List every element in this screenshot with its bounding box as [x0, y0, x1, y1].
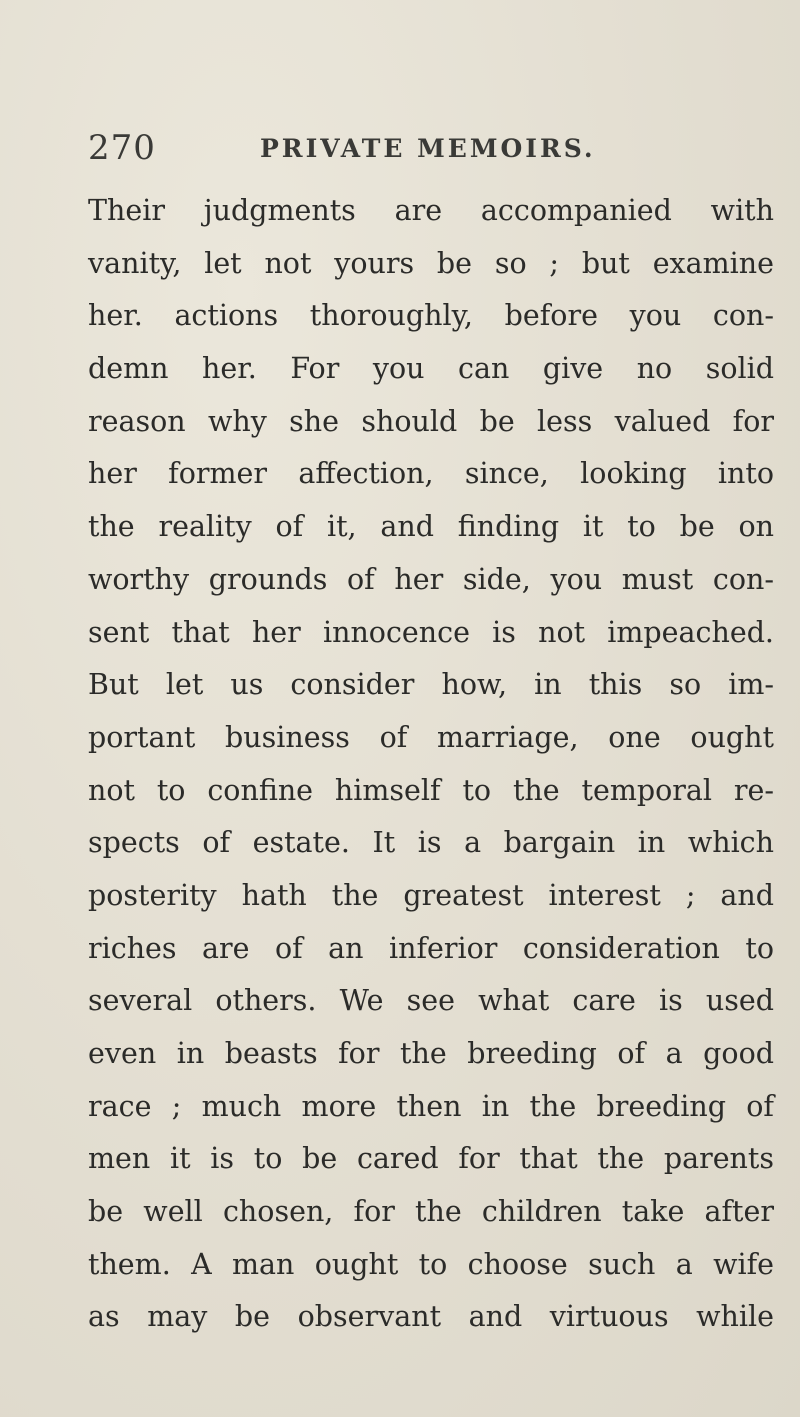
text-line: as may be observant and virtuous while: [88, 1300, 774, 1334]
text-line: riches are of an inferior consideration to: [88, 931, 774, 965]
running-head: [88, 128, 768, 168]
text-line: demn her. For you can give no solid: [88, 352, 774, 386]
text-line: portant business of marriage, one ought: [88, 720, 774, 754]
text-line: reason why she should be less valued for: [88, 404, 774, 438]
body-text: [88, 185, 774, 1344]
text-line: the reality of it, and finding it to be on: [88, 510, 774, 544]
text-line: vanity, let not yours be so ; but examine: [88, 246, 774, 280]
text-line: her former affection, since, looking into: [88, 457, 774, 491]
text-line: not to confine himself to the temporal re-: [88, 773, 774, 807]
text-line: race ; much more then in the breeding of: [88, 1089, 774, 1123]
text-line: several others. We see what care is used: [88, 984, 774, 1018]
text-line: worthy grounds of her side, you must con-: [88, 562, 774, 596]
text-line: But let us consider how, in this so im-: [88, 668, 774, 702]
text-line: even in beasts for the breeding of a good: [88, 1037, 774, 1070]
text-line: be well chosen, for the children take after: [88, 1195, 774, 1229]
text-line: spects of estate. It is a bargain in which: [88, 826, 774, 860]
text-line: her. actions thoroughly, before you con-: [88, 299, 774, 333]
text-line: posterity hath the greatest interest ; and: [88, 878, 774, 912]
text-line: men it is to be cared for that the parents: [88, 1142, 774, 1176]
text-line: them. A man ought to choose such a wife: [88, 1247, 774, 1281]
text-line: sent that her innocence is not impeached.: [88, 615, 774, 649]
text-line: Their judgments are accompanied with: [88, 194, 774, 227]
page-number: 270: [88, 128, 156, 168]
running-title: PRIVATE MEMOIRS.: [260, 134, 596, 163]
